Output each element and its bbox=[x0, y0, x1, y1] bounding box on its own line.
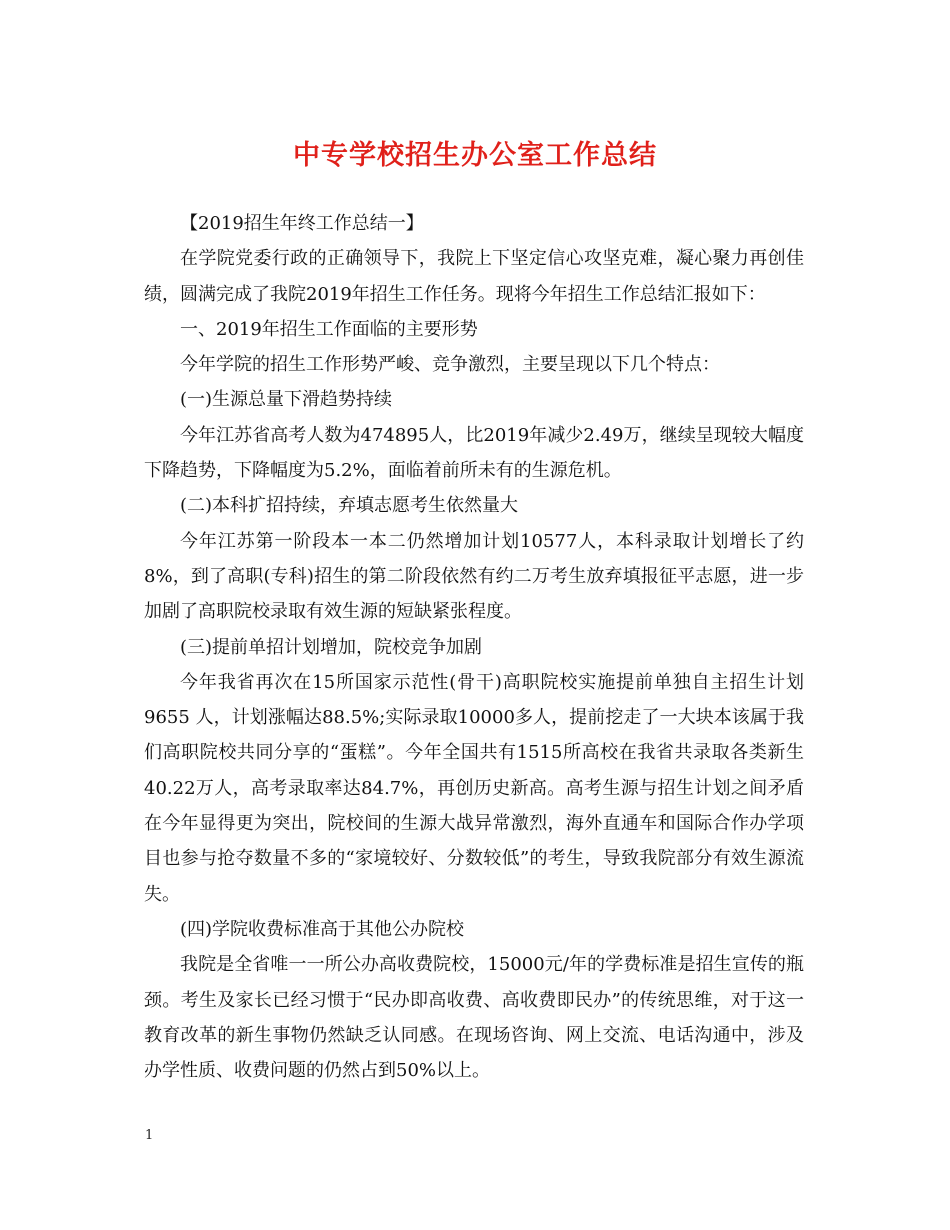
paragraph: 今年学院的招生工作形势严峻、竞争激烈，主要呈现以下几个特点： bbox=[180, 354, 720, 376]
paragraph: 我院是全省唯一一所公办高收费院校，15000元/年的学费标准是招生宣传的瓶颈。考生及家长已经习惯于“民办即高收费、高收费即民办”的传统思维，对于这一教育改革的新生事物仍然缺乏认同感。在现场咨询、网上交流、电话沟通中，涉及办学性质、收费问题的仍然占到50%以上。 bbox=[144, 954, 804, 1082]
paragraph: 今年江苏第一阶段本一本二仍然增加计划10577人，本科录取计划增长了约8%，到了高职(专科)招生的第二阶段依然有约二万考生放弃填报征平志愿，进一步加剧了高职院校录取有效生源的短缺紧张程度。 bbox=[144, 530, 804, 623]
paragraph: 今年我省再次在15所国家示范性(骨干)高职院校实施提前单独自主招生计划9655 人，计划涨幅达88.5%;实际录取10000多人，提前挖走了一大块本该属于我们高职院校共同分享的“蛋糕”。今年全国共有1515所高校在我省共录取各类新生40.22万人，高考录取率达84.7%，再创历史新高。高考生源与招生计划之间矛盾在今年显得更为突出，院校间的生源大战异常激烈，海外直通车和国际合作办学项目也参与抢夺数量不多的“家境较好、分数较低”的考生，导致我院部分有效生源流失。 bbox=[144, 671, 804, 905]
subsection-heading: (二)本科扩招持续，弃填志愿考生依然量大 bbox=[180, 495, 519, 517]
subsection-heading: (四)学院收费标准高于其他公办院校 bbox=[180, 918, 465, 940]
section-heading: 一、2019年招生工作面临的主要形势 bbox=[180, 318, 478, 340]
subsection-heading: (一)生源总量下滑趋势持续 bbox=[180, 389, 393, 411]
page-number: 1 bbox=[145, 1128, 154, 1143]
paragraph: 今年江苏省高考人数为474895人，比2019年减少2.49万，继续呈现较大幅度下降趋势，下降幅度为5.2%，面临着前所未有的生源危机。 bbox=[144, 424, 804, 482]
document-body bbox=[144, 206, 804, 1088]
subsection-heading: (三)提前单招计划增加，院校竞争加剧 bbox=[180, 636, 483, 658]
paragraph: 在学院党委行政的正确领导下，我院上下坚定信心攻坚克难，凝心聚力再创佳绩，圆满完成了我院2019年招生工作任务。现将今年招生工作总结汇报如下： bbox=[144, 248, 804, 305]
document-title: 中专学校招生办公室工作总结 bbox=[293, 140, 657, 171]
section-label: 【2019招生年终工作总结一】 bbox=[180, 213, 424, 234]
